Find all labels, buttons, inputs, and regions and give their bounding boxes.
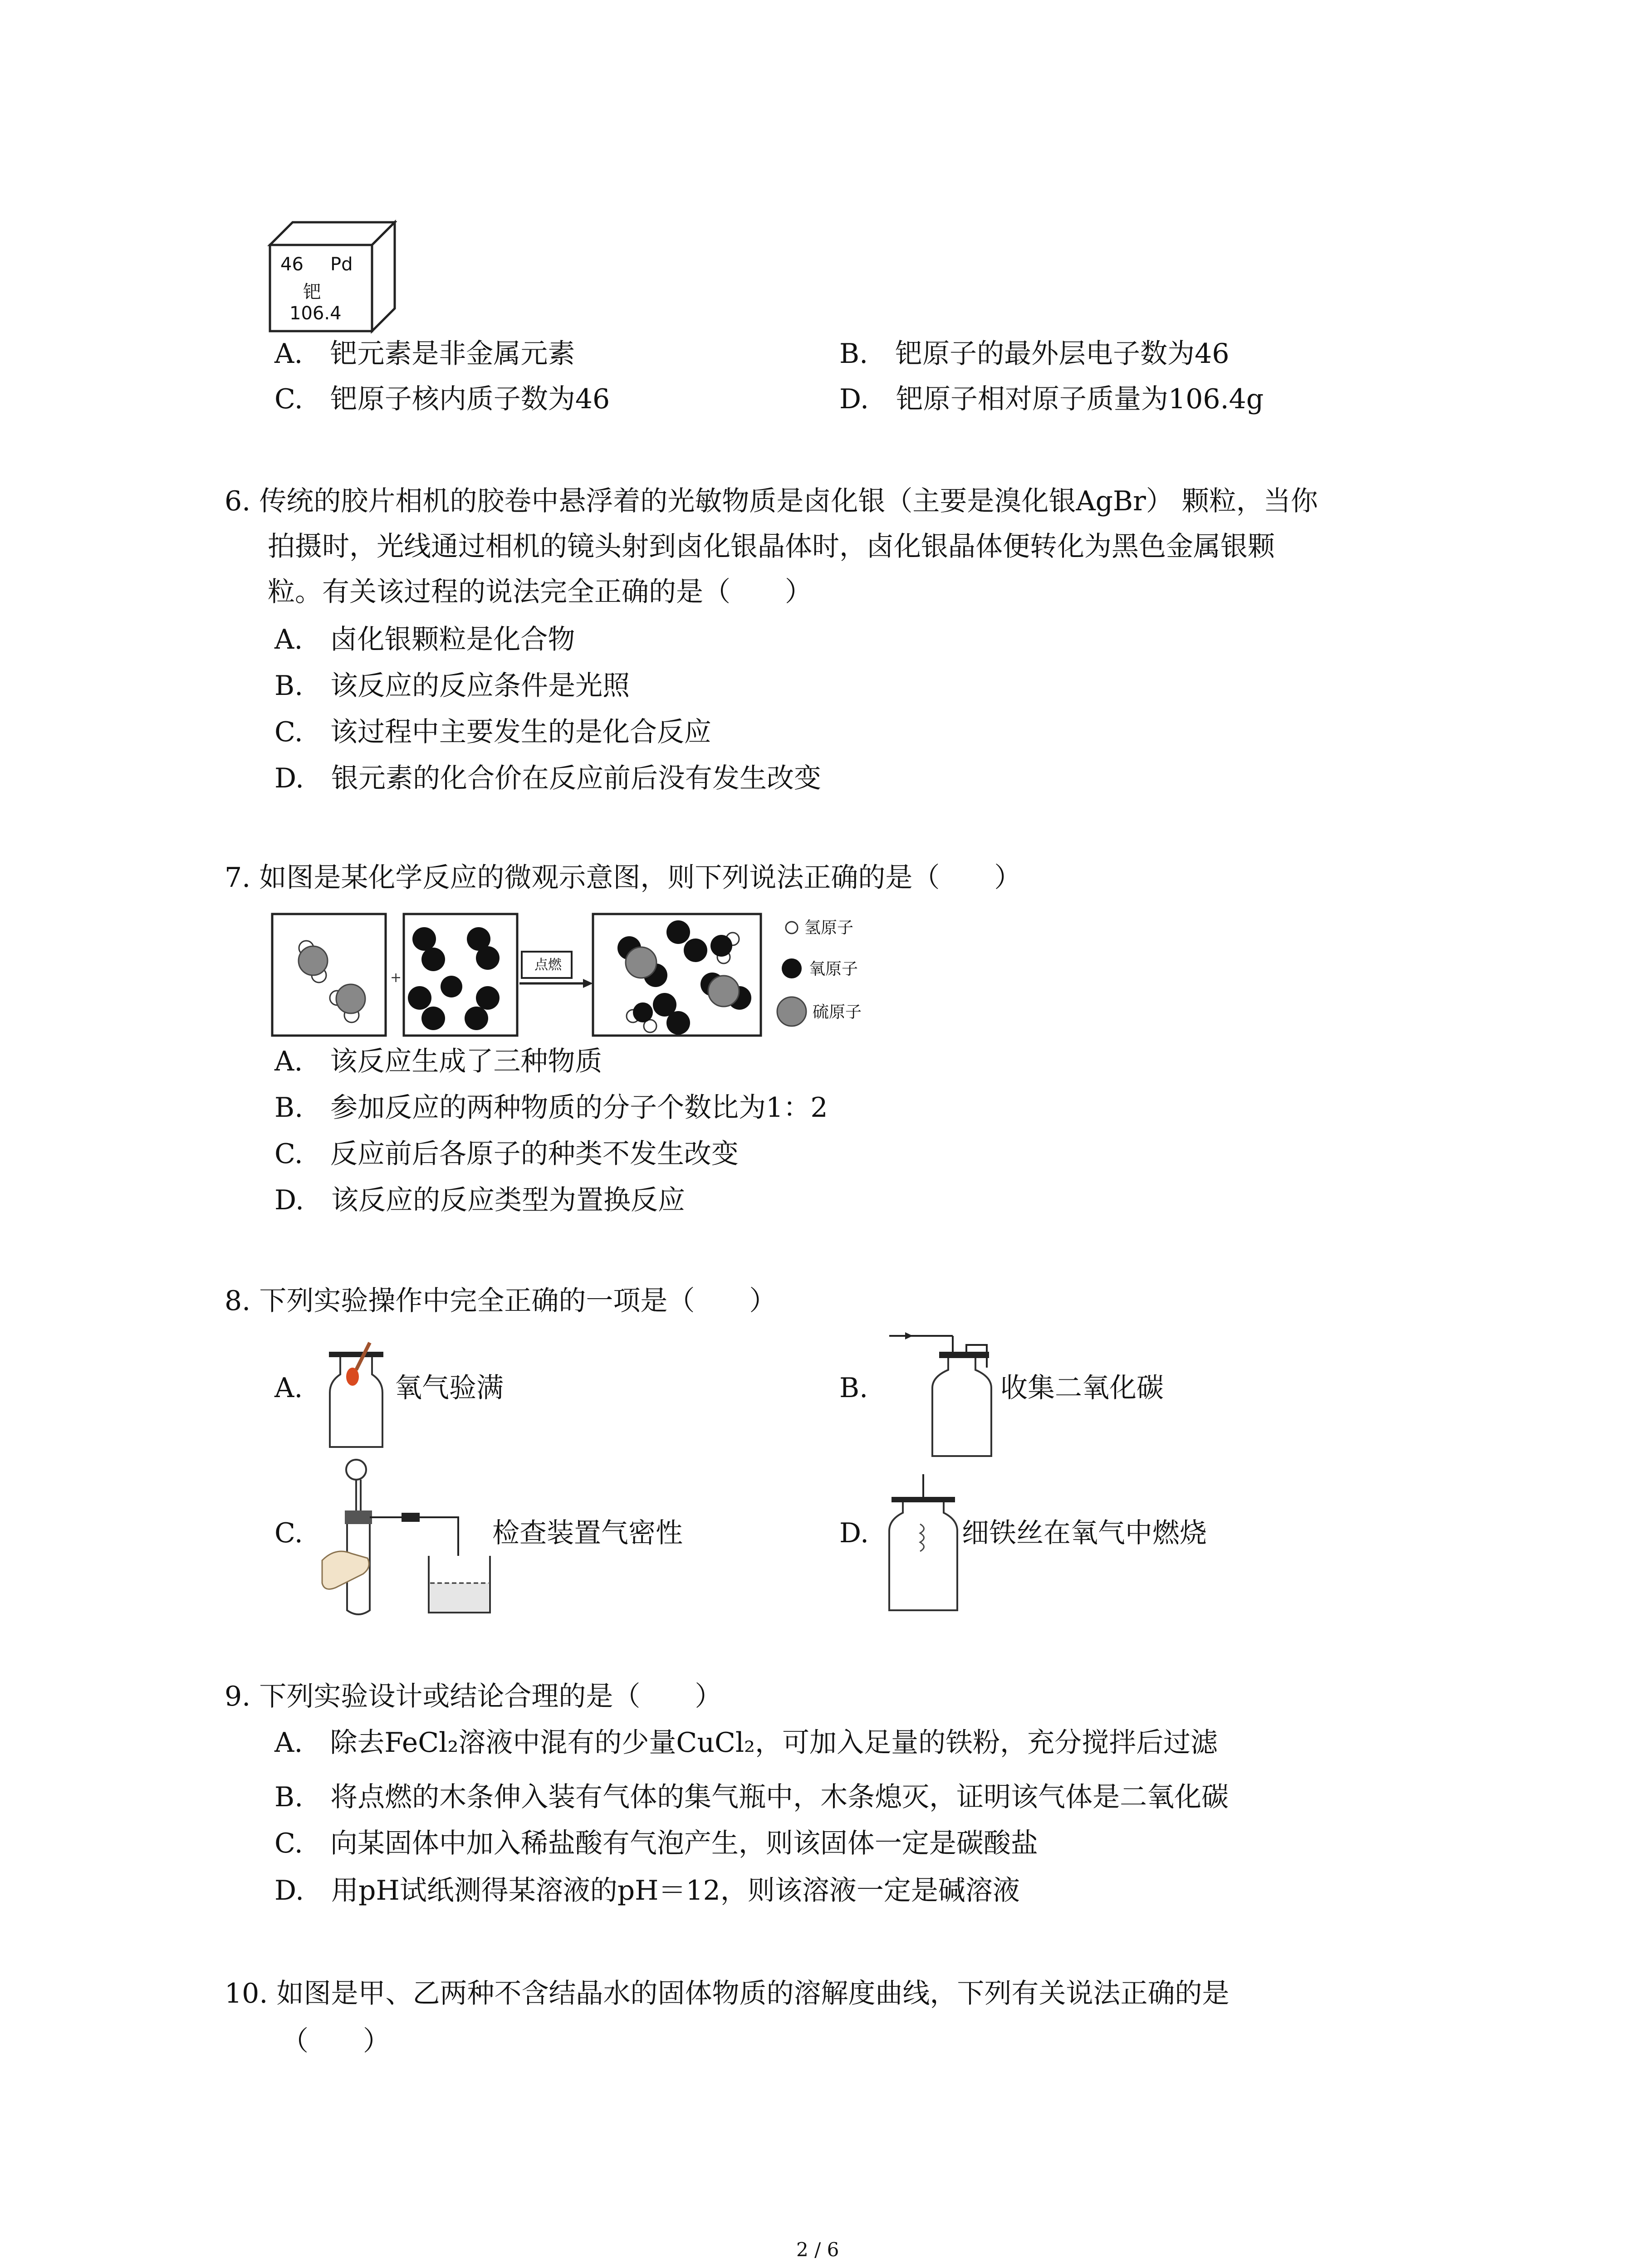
q9-stem: 9. 下列实验设计或结论合理的是（ ）	[225, 1681, 722, 1712]
q5-option-d: D. 钯原子相对原子质量为106.4g	[839, 383, 1264, 415]
legend-sulfur: 硫原子	[813, 1003, 862, 1022]
q8-option-d-text: 细铁丝在氧气中燃烧	[962, 1517, 1207, 1549]
q7-reaction-diagram	[270, 907, 896, 1043]
q5-option-b: B. 钯原子的最外层电子数为46	[839, 338, 1230, 370]
arrow-label: 点燃	[534, 957, 562, 973]
q9-option-a: A. 除去FeCl₂溶液中混有的少量CuCl₂，可加入足量的铁粉，充分搅拌后过滤	[274, 1727, 1218, 1759]
q8-option-b-text: 收集二氧化碳	[1000, 1372, 1164, 1404]
gas-collecting-bottle-icon	[885, 1325, 998, 1461]
q5-option-a: A. 钯元素是非金属元素	[274, 338, 575, 370]
element-symbol: Pd	[330, 254, 353, 275]
q6-option-d: D. 银元素的化合价在反应前后没有发生改变	[274, 763, 822, 794]
q6-option-c: C. 该过程中主要发生的是化合反应	[274, 716, 711, 748]
q7-stem: 7. 如图是某化学反应的微观示意图，则下列说法正确的是（ ）	[225, 862, 1022, 894]
plus-sign: +	[390, 970, 402, 986]
q5-option-c: C. 钯原子核内质子数为46	[274, 383, 610, 415]
q7-option-d: D. 该反应的反应类型为置换反应	[274, 1184, 686, 1216]
q8-option-a-label: A.	[274, 1372, 303, 1404]
q9-option-b: B. 将点燃的木条伸入装有气体的集气瓶中，木条熄灭，证明该气体是二氧化碳	[274, 1781, 1229, 1813]
element-name: 钯	[303, 282, 321, 303]
element-number: 46	[280, 254, 304, 275]
q6-stem-line-3: 粒。有关该过程的说法完全正确的是（ ）	[268, 576, 812, 608]
q7-option-a: A. 该反应生成了三种物质	[274, 1046, 603, 1077]
q10-stem-line-1: 10. 如图是甲、乙两种不含结晶水的固体物质的溶解度曲线，下列有关说法正确的是	[225, 1978, 1230, 2009]
q6-option-a: A. 卤化银颗粒是化合物	[274, 624, 575, 655]
q6-stem-line-1: 6. 传统的胶片相机的胶卷中悬浮着的光敏物质是卤化银（主要是溴化银AgBr） 颗粒，当你	[225, 485, 1318, 517]
element-mass: 106.4	[289, 303, 342, 324]
q8-option-b-label: B.	[839, 1372, 868, 1404]
q8-option-c-text: 检查装置气密性	[492, 1517, 683, 1549]
q10-stem-line-2: （ ）	[281, 2025, 390, 2057]
legend-oxygen: 氧原子	[809, 960, 858, 978]
page-number: 2 / 6	[796, 2239, 839, 2261]
q6-option-b: B. 该反应的反应条件是光照	[274, 670, 630, 702]
q8-option-d-label: D.	[839, 1517, 869, 1549]
iron-wire-bottle-icon	[885, 1470, 962, 1615]
q9-option-c: C. 向某固体中加入稀盐酸有气泡产生，则该固体一定是碳酸盐	[274, 1828, 1038, 1859]
q7-option-b: B. 参加反应的两种物质的分子个数比为1：2	[274, 1092, 828, 1124]
q6-stem-line-2: 拍摄时，光线通过相机的镜头射到卤化银晶体时，卤化银晶体便转化为黑色金属银颗	[268, 531, 1275, 562]
q8-option-a-text: 氧气验满	[395, 1372, 504, 1404]
q9-option-d: D. 用pH试纸测得某溶液的pH＝12，则该溶液一定是碱溶液	[274, 1875, 1020, 1906]
legend-hydrogen: 氢原子	[804, 919, 854, 937]
q7-option-c: C. 反应前后各原子的种类不发生改变	[274, 1138, 739, 1170]
q8-stem: 8. 下列实验操作中完全正确的一项是（ ）	[225, 1285, 777, 1317]
airtightness-apparatus-icon	[318, 1456, 495, 1619]
bottle-with-splint-icon	[320, 1338, 392, 1461]
q8-option-c-label: C.	[274, 1517, 303, 1549]
